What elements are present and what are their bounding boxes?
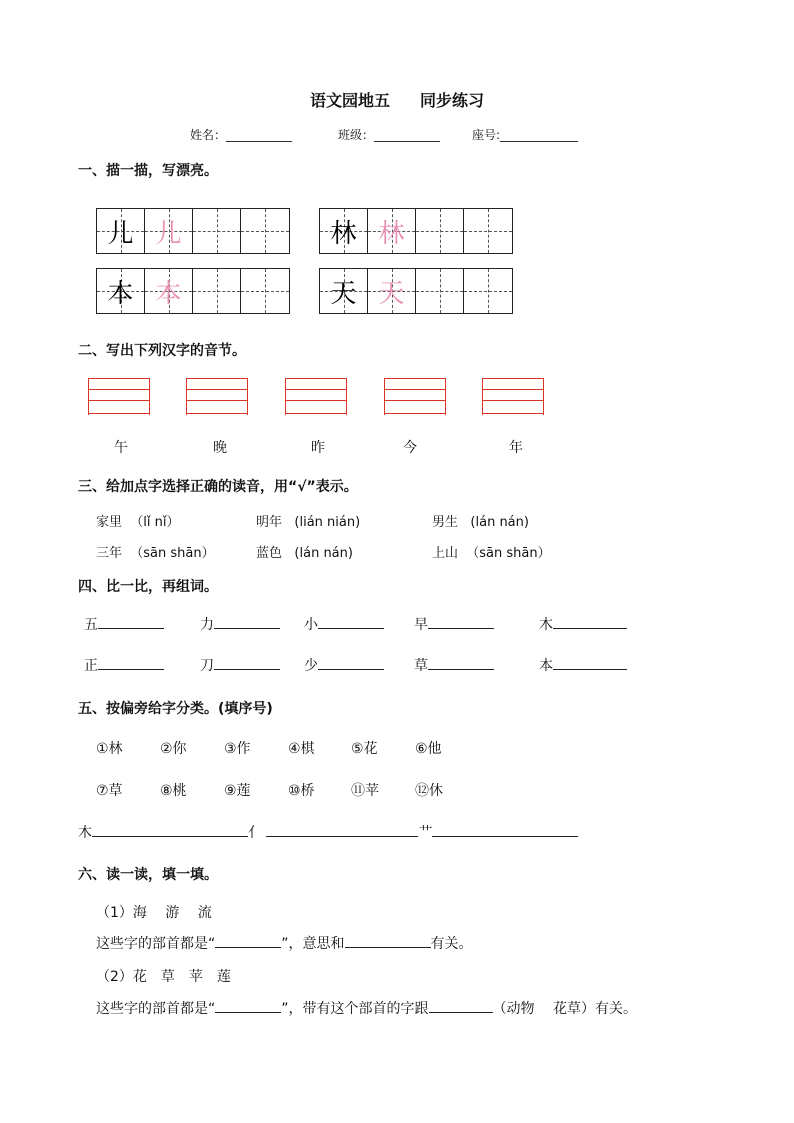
radical-label: 艹 bbox=[418, 825, 433, 841]
word: 上山 bbox=[432, 546, 459, 561]
numbered-char: ⑫休 bbox=[415, 783, 443, 799]
compare-char: 小 bbox=[304, 617, 318, 633]
pinyin-char: 今 bbox=[403, 440, 417, 456]
numbered-char: ⑦草 bbox=[96, 783, 123, 799]
word-blank[interactable] bbox=[84, 655, 164, 675]
word: 家里 bbox=[96, 515, 123, 530]
pinyin-lines[interactable] bbox=[285, 378, 347, 414]
answer-blank[interactable] bbox=[98, 655, 164, 670]
answer-blank[interactable] bbox=[215, 998, 281, 1013]
pinyin-char: 昨 bbox=[311, 440, 325, 456]
section-3-heading: 三、给加点字选择正确的读音，用“√”表示。 bbox=[78, 479, 358, 495]
page-title bbox=[0, 88, 794, 111]
pinyin-lines[interactable] bbox=[384, 378, 446, 414]
model-char: 天 bbox=[330, 278, 357, 309]
pinyin-char: 年 bbox=[509, 440, 523, 456]
compare-char: 五 bbox=[84, 617, 98, 633]
compare-char: 木 bbox=[539, 617, 553, 633]
writing-grid[interactable] bbox=[319, 208, 513, 254]
question-text: ”，意思和 bbox=[281, 936, 345, 952]
pinyin-lines[interactable] bbox=[186, 378, 248, 414]
pinyin-options[interactable]: (lán nán) bbox=[294, 546, 353, 561]
answer-blank[interactable] bbox=[553, 614, 627, 629]
trace-char: 本 bbox=[155, 278, 182, 309]
section-1-heading: 一、描一描，写漂亮。 bbox=[78, 163, 218, 179]
word-blank[interactable] bbox=[200, 614, 280, 634]
compare-char: 早 bbox=[414, 617, 428, 633]
model-char: 儿 bbox=[107, 218, 134, 249]
pinyin-options[interactable]: （sān shān） bbox=[466, 546, 551, 561]
numbered-char: ⑨莲 bbox=[224, 783, 251, 799]
word: 男生 bbox=[432, 515, 459, 530]
seat-field[interactable]: 座号:_____________ bbox=[472, 128, 579, 142]
numbered-char: ⑪苹 bbox=[351, 783, 379, 799]
answer-blank[interactable] bbox=[214, 614, 280, 629]
writing-grid[interactable] bbox=[96, 268, 290, 314]
answer-blank[interactable] bbox=[345, 933, 431, 948]
answer-blank[interactable] bbox=[318, 655, 384, 670]
numbered-char: ④棋 bbox=[288, 741, 315, 757]
numbered-char: ⑥他 bbox=[415, 741, 442, 757]
radical-blank[interactable] bbox=[92, 822, 248, 837]
word-blank[interactable] bbox=[200, 655, 280, 675]
pinyin-options[interactable]: （lǐ nǐ） bbox=[130, 515, 180, 530]
word-choice[interactable] bbox=[432, 542, 551, 561]
word-blank[interactable] bbox=[539, 614, 627, 634]
radical-blank[interactable] bbox=[266, 822, 418, 837]
numbered-char: ②你 bbox=[160, 741, 187, 757]
compare-char: 刀 bbox=[200, 658, 214, 674]
numbered-char: ①林 bbox=[96, 741, 123, 757]
answer-blank[interactable] bbox=[215, 933, 281, 948]
pinyin-options[interactable]: (lán nán) bbox=[470, 515, 529, 530]
word-choice[interactable] bbox=[432, 511, 529, 530]
answer-blank[interactable] bbox=[318, 614, 384, 629]
class-field[interactable]: 班级：___________ bbox=[338, 128, 441, 142]
numbered-char: ⑧桃 bbox=[160, 783, 187, 799]
question-1-line bbox=[96, 933, 473, 953]
question-text: 这些字的部首都是“ bbox=[96, 936, 216, 952]
pinyin-lines[interactable] bbox=[482, 378, 544, 414]
answer-blank[interactable] bbox=[214, 655, 280, 670]
question-text: （动物 花草）有关。 bbox=[492, 1001, 637, 1017]
radical-label: 木 bbox=[78, 825, 92, 841]
question-text: ”，带有这个部首的字跟 bbox=[281, 1001, 429, 1017]
writing-grid[interactable] bbox=[319, 268, 513, 314]
radical-row bbox=[78, 822, 578, 842]
word-blank[interactable] bbox=[84, 614, 164, 634]
question-text: 这些字的部首都是“ bbox=[96, 1001, 216, 1017]
pinyin-options[interactable]: (lián nián) bbox=[294, 515, 361, 530]
trace-char: 林 bbox=[378, 218, 405, 249]
question-text: 有关。 bbox=[430, 936, 473, 952]
answer-blank[interactable] bbox=[428, 614, 494, 629]
pinyin-options[interactable]: （sān shān） bbox=[130, 546, 215, 561]
title-sub: 同步练习 bbox=[420, 91, 485, 110]
word-choice[interactable] bbox=[96, 542, 215, 561]
pinyin-char: 晚 bbox=[213, 440, 227, 456]
section-2-heading: 二、写出下列汉字的音节。 bbox=[78, 343, 246, 359]
question-1-label: （1）海 游 流 bbox=[96, 905, 212, 921]
trace-char: 儿 bbox=[155, 218, 182, 249]
pinyin-char: 午 bbox=[114, 440, 128, 456]
numbered-char: ⑩桥 bbox=[288, 783, 315, 799]
word: 明年 bbox=[256, 515, 283, 530]
word-choice[interactable] bbox=[256, 511, 360, 530]
word-choice[interactable] bbox=[96, 511, 180, 530]
section-6-heading: 六、读一读，填一填。 bbox=[78, 867, 218, 883]
compare-char: 草 bbox=[414, 658, 428, 674]
section-4-heading: 四、比一比，再组词。 bbox=[78, 579, 218, 595]
compare-char: 正 bbox=[84, 658, 98, 674]
answer-blank[interactable] bbox=[98, 614, 164, 629]
answer-blank[interactable] bbox=[428, 655, 494, 670]
name-field[interactable]: 姓名：___________ bbox=[190, 128, 293, 142]
word: 蓝色 bbox=[256, 546, 283, 561]
word-blank[interactable] bbox=[304, 614, 384, 634]
writing-grid[interactable] bbox=[96, 208, 290, 254]
title-main: 语文园地五 bbox=[309, 91, 390, 110]
word-blank[interactable] bbox=[414, 614, 494, 634]
numbered-char: ⑤花 bbox=[351, 741, 378, 757]
radical-blank[interactable] bbox=[432, 822, 578, 837]
word-blank[interactable] bbox=[414, 655, 494, 675]
question-2-line bbox=[96, 998, 637, 1018]
question-2-label: （2）花 草 苹 莲 bbox=[96, 969, 231, 985]
compare-char: 本 bbox=[539, 658, 553, 674]
compare-char: 少 bbox=[304, 658, 318, 674]
word-blank[interactable] bbox=[304, 655, 384, 675]
word-blank[interactable] bbox=[539, 655, 627, 675]
pinyin-lines[interactable] bbox=[88, 378, 150, 414]
numbered-char: ③作 bbox=[224, 741, 251, 757]
trace-char: 天 bbox=[378, 278, 405, 309]
model-char: 本 bbox=[107, 278, 134, 309]
answer-blank[interactable] bbox=[553, 655, 627, 670]
section-5-heading: 五、按偏旁给字分类。(填序号) bbox=[78, 701, 273, 717]
model-char: 林 bbox=[330, 218, 357, 249]
answer-blank[interactable] bbox=[429, 998, 493, 1013]
radical-label: 亻 bbox=[248, 825, 262, 841]
word: 三年 bbox=[96, 546, 123, 561]
compare-char: 力 bbox=[200, 617, 214, 633]
word-choice[interactable] bbox=[256, 542, 353, 561]
